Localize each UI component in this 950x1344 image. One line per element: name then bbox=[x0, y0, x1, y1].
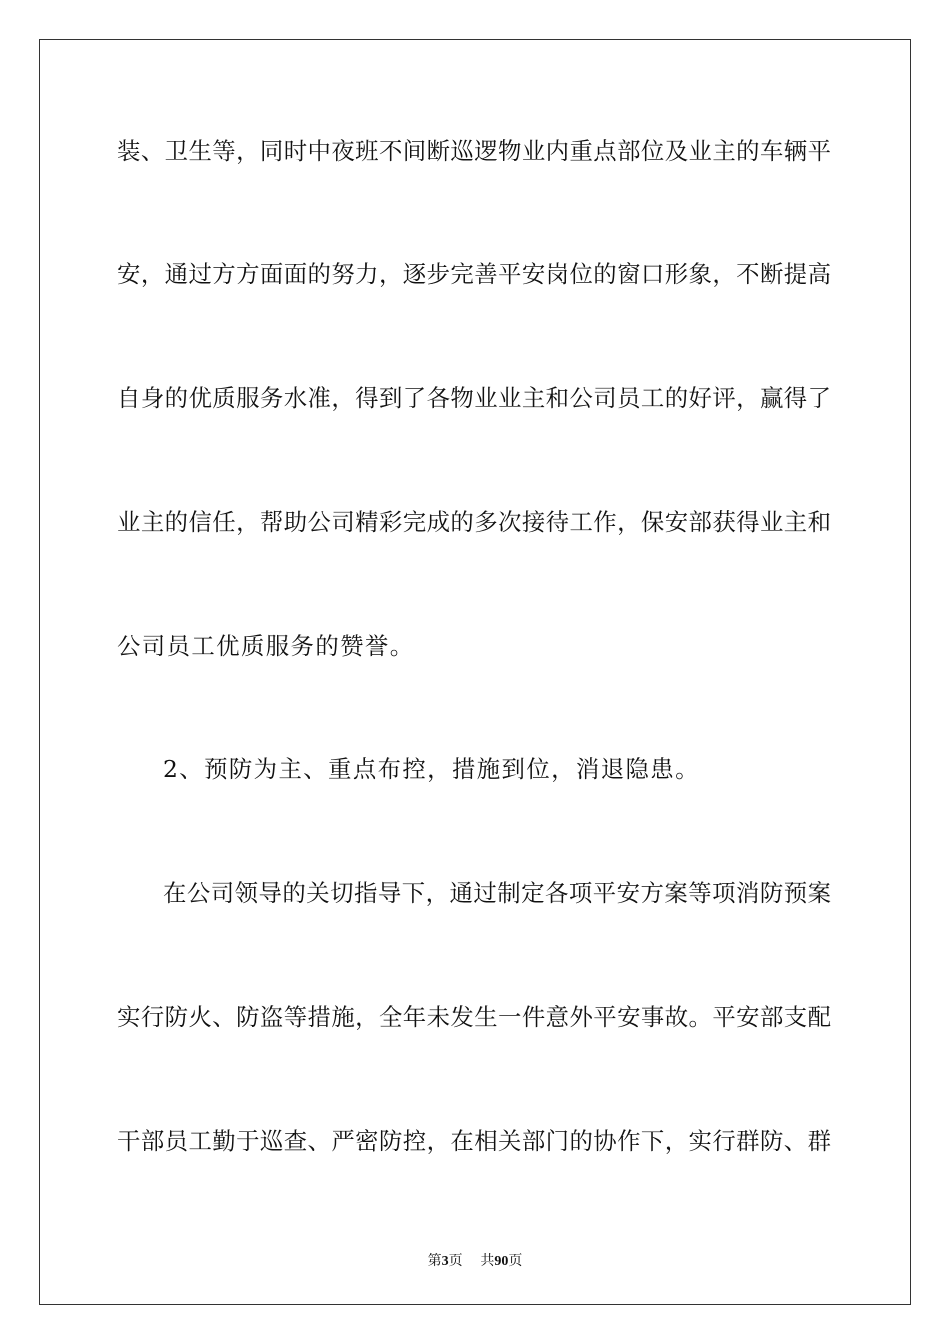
body-line-9: 干部员工勤于巡查、严密防控，在相关部门的协作下，实行群防、群 bbox=[117, 1127, 831, 1155]
footer-page-suffix: 页 bbox=[448, 1253, 463, 1269]
footer-total-prefix: 共 bbox=[480, 1253, 495, 1269]
body-line-7: 在公司领导的关切指导下，通过制定各项平安方案等项消防预案 bbox=[163, 879, 831, 907]
body-line-5: 公司员工优质服务的赞誉。 bbox=[117, 632, 415, 660]
footer-total-suffix: 页 bbox=[508, 1253, 523, 1269]
footer-prefix: 第 bbox=[427, 1253, 442, 1269]
footer-page-number: 3 bbox=[441, 1254, 449, 1269]
body-line-1: 装、卫生等，同时中夜班不间断巡逻物业内重点部位及业主的车辆平 bbox=[117, 137, 831, 165]
body-line-2: 安，通过方方面面的努力，逐步完善平安岗位的窗口形象，不断提高 bbox=[117, 260, 831, 288]
page-border bbox=[39, 39, 911, 1305]
body-line-8: 实行防火、防盗等措施，全年未发生一件意外平安事故。平安部支配 bbox=[117, 1003, 831, 1031]
footer-total-pages: 90 bbox=[494, 1254, 509, 1269]
page-footer bbox=[0, 1250, 950, 1270]
body-line-4: 业主的信任，帮助公司精彩完成的多次接待工作，保安部获得业主和 bbox=[117, 508, 831, 536]
section-heading: 2、预防为主、重点布控，措施到位，消退隐患。 bbox=[163, 755, 700, 783]
body-line-3: 自身的优质服务水准，得到了各物业业主和公司员工的好评，赢得了 bbox=[117, 384, 831, 412]
